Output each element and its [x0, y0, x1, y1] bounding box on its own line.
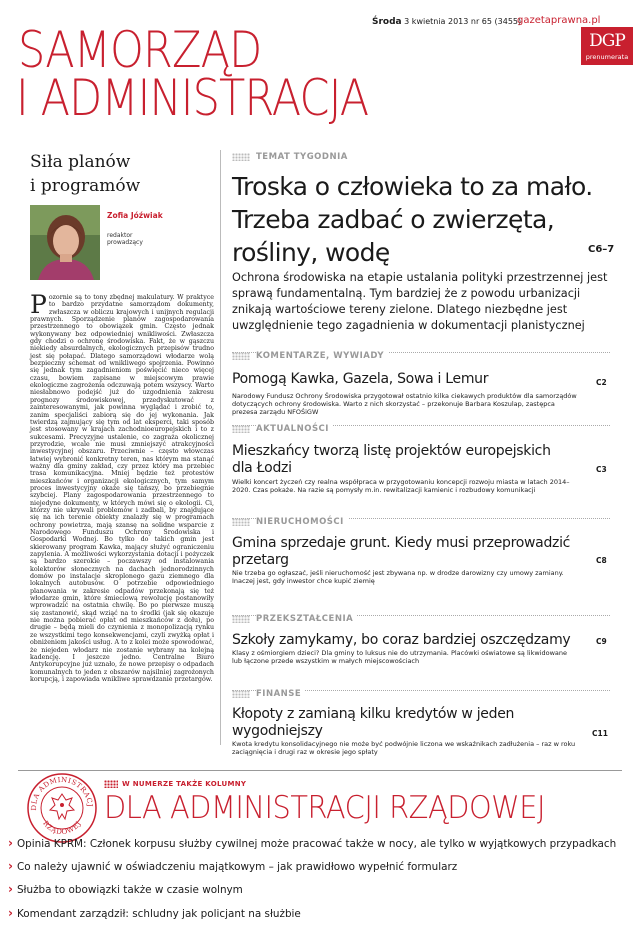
story-page-ref[interactable]: C11 [592, 729, 608, 738]
section-label-main [232, 152, 348, 162]
editorial-text: ozornie są to tony zbędnej makulatury. W praktyce to bardzo przydatne samorządom dokumenty, zwłaszcza w obliczu krajowych i unijnych regulacji prawnych. Sporządzenie planów zagospodarowania przestrzennego to obowiązek gmin. Często jednak wykonywany bez odpowiedniej wnikliwości. Zwłaszcza gdy chodzi o ochronę środowiska. Fakt, że w gąszczu niekiedy absurdalnych, ekologicznych przepisów trudno jest się połapać. Dlatego samorządowi włodarze wolą bezpieczny schemat od wnikliwego spojrzenia. Powinno się jednak tym zagadnieniom poświęcić nieco więcej czasu, bowiem zapisane w miejscowym prawie ekologiczne zagrożenia odczuwają potem wszyscy. Warto niesłabnowo podejść już do uzgodnienia zakresu prognozy środowiskowej, przedyskutować z zainteresowanymi, jak powinna wyglądać i zrobić to, zanim specjaliści zabiorą się do jej wykonania. Jak twierdzą zajmujący się tym od lat eksperci, taki sposób jest stosowany w krajach zachodnioeuropejskich i to z sukcesami. Precyzyjne ustalenie, co zagraża okolicznej przyrodzie, wcale nie musi zmniejszyć atrakcyjności inwestycyjnej obszaru. Przeciwnie – często włowczas łatwiej wybronić konkretny teren, nas którym ma stanąć ważny dla gminy zakład, czy przez który ma przebiec trasa komunikacyjna. Mniej będzie też protestów mieszkańców i organizacji ekologicznych, tym samym proces inwestycyjny okaże się tańszy, bo przebiegnie szybciej. Plany zagospodarowania przestrzennego to niejedyne dokumenty, w których mówi się o ekologii. Ci, którzy nie ukrywali problemów i zadbali, by znajdujące się na ich terenie obiekty znalazły się w programach ochrony powietrza, mają szansę na solidne wsparcie z Narodowego Funduszu Ochrony Środowiska i Gospodarki Wodnej. Bo tylko do takich gmin jest skierowany program Kawka, mający służyć ograniczeniu zapylenia. A możliwości wykorzystania dotacji i pożyczek są bardzo szerokie – poczawszy od instalowania kolektorów słonecznych na dachach jednorodzinnych domów po instalacje skroplonego gazu ziemnego dla lokalnych autobusów. O potrzebie odpowiedniego planowania w zakresie odpadów przekonają się też włodarze gmin, które śmieciową rewolucję postanowiły wprowadzić na ostatnia chwilę. Bo po pierwsze muszą się zastanowić, skąd wziąć na to środki (jak się okazuje nie można pobierać opłat od mieszkańców z dołu), po drugie – będą mieli do czynienia z monopolizacją rynku ze wszystkimi tego konsekwencjami, czyli zwyżką opłat i obniżeniem jakości usług. A to z kolei może spowodować, że niejeden włodarz nie zostanie wybrany na kolejną kadencję. I jeszcze jedno. Centralne Biuro Antykorupcyjne już uznało, że nowe przepisy o odpadach komunalnych to jeden z obszarów najsilniej zagrożonych korupcją, i zapowiada wnikliwe sprawdzanie przetargów. [30, 294, 214, 683]
editorial-title-line-1: Siła planów [30, 152, 131, 172]
also-dots-icon [104, 780, 118, 788]
dgp-logo-text: DGP [589, 31, 625, 51]
site-link[interactable]: gazetaprawna.pl [517, 15, 601, 26]
supplement-item[interactable]: › Opinia KPRM: Członek korpusu służby cywilnej może pracować także w nocy, ale tylko w wyjątkowych przypadkach [8, 832, 616, 855]
section-label-news [232, 424, 333, 434]
stamp-text-bottom: RZĄDOWEJ [41, 819, 83, 837]
issue-day: Środa [372, 17, 402, 27]
author-portrait-icon [30, 205, 100, 280]
section-dots-icon [232, 352, 250, 360]
story-headline[interactable]: Pomogą Kawka, Gazela, Sowa i Lemur [232, 371, 489, 387]
editorial-title-line-2: i programów [30, 176, 141, 196]
editorial-title[interactable] [30, 150, 140, 198]
story-headline[interactable]: Gmina sprzedaje grunt. Kiedy musi przeprowadzić przetarg [232, 535, 571, 568]
author-name: Zofia Jóźwiak [107, 211, 163, 220]
section-dots-icon [232, 518, 250, 526]
section-label-transformations [232, 614, 357, 624]
section-dots-icon [232, 615, 250, 623]
dgp-logo-subtitle: prenumerata [585, 53, 629, 61]
supplement-title[interactable]: DLA ADMINISTRACJI RZĄDOWEJ [104, 790, 546, 826]
section-label-text: AKTUALNOŚCI [256, 424, 333, 434]
supplement-rule [18, 770, 622, 771]
story-headline[interactable]: Szkoły zamykamy, bo coraz bardziej oszczędzamy [232, 632, 571, 648]
story-body: Wielki koncert życzeń czy realna współpraca w przygotowaniu koncepcji rozwoju miasta w latach 2014–2020. Czas pokaże. Na razie są pomysły m.in. rewitalizacji kamienic i rozbudowy komunikacji [232, 478, 570, 494]
main-headline[interactable]: Troska o człowieka to za mało. Trzeba zadbać o zwierzęta, rośliny, wodę [232, 172, 593, 267]
section-label-property [232, 517, 348, 527]
issue-date [372, 17, 521, 27]
section-label-finance [232, 689, 305, 699]
masthead-line-1: SAMORZĄD [18, 21, 262, 79]
section-label-text: PRZEKSZTAŁCENIA [256, 614, 357, 624]
story-body: Klasy z ośmiorgiem dzieci? Dla gminy to luksus nie do utrzymania. Placówki oświatowe są likwidowane lub łączone przede wszystkim w małych miejscowościach [232, 649, 567, 665]
section-label-text: FINANSE [256, 689, 305, 699]
section-label-text: TEMAT TYGODNIA [256, 152, 348, 162]
supplement-item[interactable]: › Komendant zarządził: schludny jak policjant na służbie [8, 902, 616, 925]
also-in-issue-label [104, 780, 246, 788]
column-divider [220, 150, 221, 745]
section-label-text: KOMENTARZE, WYWIADY [256, 351, 388, 361]
stamp-text-top: DLA ADMINISTRACJ [29, 775, 95, 811]
editorial-body [30, 290, 214, 683]
author-photo [30, 205, 100, 280]
story-page-ref[interactable]: C3 [596, 465, 607, 474]
main-page-ref[interactable]: C6–7 [588, 244, 615, 255]
section-label-text: NIERUCHOMOŚCI [256, 517, 348, 527]
section-label-comments [232, 351, 388, 361]
story-headline[interactable]: Mieszkańcy tworzą listę projektów europejskich dla Łodzi [232, 443, 551, 476]
story-body: Narodowy Fundusz Ochrony Środowiska przygotował ostatnio kilka ciekawych produktów dla samorządów dotyczących ochrony środowiska. Warto z nich skorzystać – przekonuje Barbara Koszulap, zastępca prezesa zarządu NFOŚiGW [232, 392, 577, 416]
story-body: Kwota kredytu konsolidacyjnego nie może być podwójnie liczona we wskaźnikach zadłużenia – raz w roku zaciągnięcia i drugi raz w okresie jego spłaty [232, 740, 576, 756]
story-page-ref[interactable]: C8 [596, 556, 607, 565]
dgp-logo[interactable] [581, 27, 633, 65]
section-dots-icon [232, 425, 250, 433]
story-headline[interactable]: Kłopoty z zamianą kilku kredytów w jeden wygodniejszy [232, 706, 515, 739]
supplement-item[interactable]: › Co należy ujawnić w oświadczeniu majątkowym – jak prawidłowo wypełnić formularz [8, 855, 616, 878]
main-lead: Ochrona środowiska na etapie ustalania polityki przestrzennej jest sprawą fundamentalną. Tym bardziej że z powodu urbanizacji znikają wartościowe tereny zielone. Dlatego niezbędne jest uwzględnienie tego zagadnienia w dokumentacji planistycznej [232, 271, 608, 332]
supplement-list [8, 832, 616, 925]
supplement-item[interactable]: › Służba to obowiązki także w czasie wolnym [8, 878, 616, 901]
author-role: redaktor prowadzący [107, 232, 143, 246]
issue-date-rest: 3 kwietnia 2013 nr 65 (3455) [404, 17, 522, 26]
section-dots-icon [232, 690, 250, 698]
story-body: Nie trzeba go ogłaszać, jeśli nieruchomość jest zbywana np. w drodze darowizny czy umowy zamiany. Inaczej jest, gdy inwestor chce kupić ziemię [232, 569, 564, 585]
also-label-text: W NUMERZE TAKŻE KOLUMNY [122, 780, 247, 788]
masthead-line-2: I ADMINISTRACJA [16, 69, 369, 127]
story-page-ref[interactable]: C2 [596, 378, 607, 387]
editorial-dropcap: P [30, 290, 47, 319]
story-page-ref[interactable]: C9 [596, 637, 607, 646]
section-dots-icon [232, 153, 250, 161]
